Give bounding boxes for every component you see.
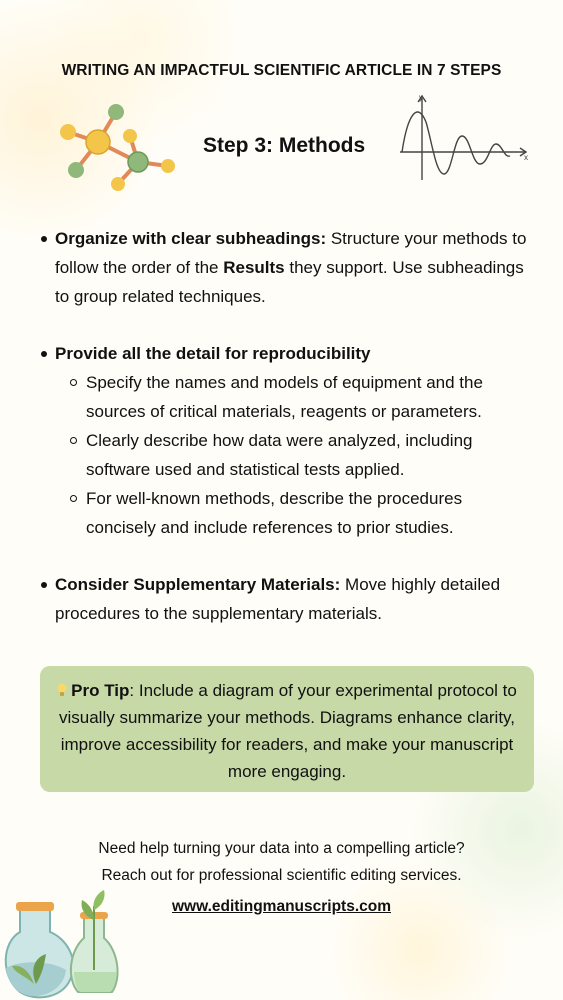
bullet-reproducibility [38,339,528,542]
sine-wave-graph-icon [396,92,532,184]
sub-bullet: Specify the names and models of equipment and the sources of critical materials, reagents or parameters. [55,368,528,426]
bullet-text: they support. Use subheadings to group related techniques. [55,258,524,306]
bullet-heading: Consider Supplementary Materials: [55,575,341,594]
sub-bullet: For well-known methods, describe the procedures concisely and include references to prior studies. [55,484,528,542]
bullet-text: Move highly detailed procedures to the supplementary materials. [55,575,501,623]
svg-text:y: y [419,93,423,102]
step-title: Step 3: Methods [203,134,366,157]
footer-line-2: Reach out for professional scientific editing services. [101,867,462,884]
page-title: WRITING AN IMPACTFUL SCIENTIFIC ARTICLE IN 7 STEPS [61,62,502,79]
lightbulb-icon [57,683,67,697]
bullet-text: Structure your methods to follow the order of the [55,229,527,277]
svg-text:x: x [524,153,528,162]
bullet-heading: Provide all the detail for reproducibility [55,344,371,363]
bullet-organize [38,224,528,311]
main-content [38,224,528,656]
flask-plant-icon [0,880,130,1000]
bullet-emphasis: Results [223,258,285,277]
bullet-heading: Organize with clear subheadings: [55,229,327,248]
pro-tip-label: Pro Tip [71,681,130,700]
bullet-supplementary [38,570,528,628]
pro-tip-box [40,666,534,792]
footer-line-1: Need help turning your data into a compelling article? [98,840,465,857]
sub-bullet: Clearly describe how data were analyzed, including software used and statistical tests applied. [55,426,528,484]
molecule-icon [50,98,180,198]
website-link[interactable]: www.editingmanuscripts.com [171,898,392,915]
pro-tip-text: : Include a diagram of your experimental protocol to visually summarize your methods. Diagrams enhance clarity, improve accessibility for readers, and make your manuscript more engaging. [58,681,517,781]
